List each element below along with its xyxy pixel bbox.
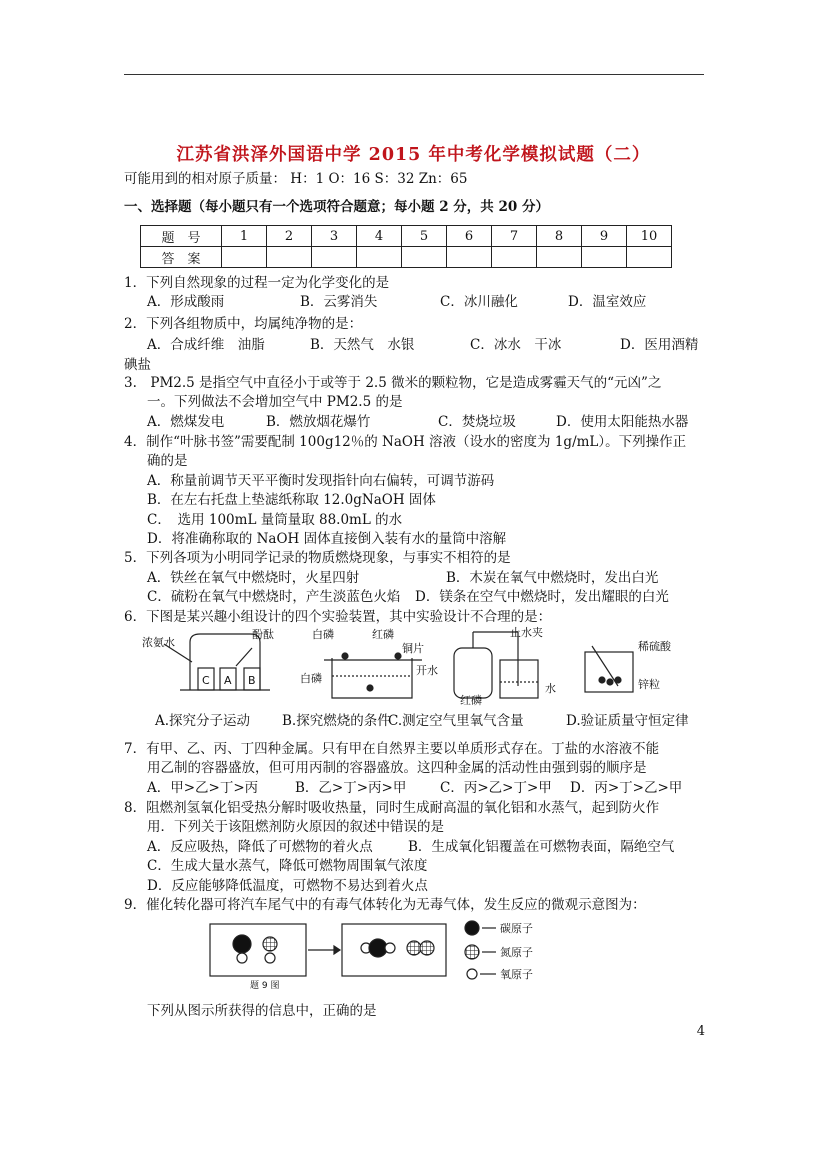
label-cb: A [224,674,232,687]
q7-option-c: C．丙>乙>丁>甲 [440,780,552,796]
label-ca: C [202,674,210,687]
answer-cell[interactable] [402,247,447,268]
oxygen-atom-icon [265,953,275,963]
q4-option-b: B．在左右托盘上垫滤纸称取 12.0gNaOH 固体 [147,492,436,508]
table-cell: 1 [222,226,267,247]
q4-stem-1: 4．制作“叶脉书签”需要配制 100g12％的 NaOH 溶液（设水的密度为 1g/mL）。下列操作正 [124,434,687,450]
q9-micro-diagram [206,918,566,990]
answer-cell[interactable] [267,247,312,268]
q8-option-a: A．反应吸热，降低了可燃物的着火点 [147,839,373,855]
q2-option-c: C．冰水 干冰 [470,337,562,353]
label-white-p1: 白磷 [312,628,334,641]
q4-option-d: D．将准确称取的 NaOH 固体直接倒入装有水的量筒中溶解 [147,531,507,547]
table-cell: 5 [402,226,447,247]
q2-option-a: A．合成纤维 油脂 [147,337,265,353]
nitrogen-atom-icon [263,937,277,951]
table-cell: 7 [492,226,537,247]
q2-option-b: B．天然气 水银 [310,337,415,353]
label-zinc: 锌粒 [638,678,660,691]
answer-cell[interactable] [492,247,537,268]
q5-option-b: B．木炭在氧气中燃烧时，发出白光 [446,570,659,586]
q7-option-d: D．丙>丁>乙>甲 [570,780,683,796]
label-hot-water: 开水 [416,664,438,677]
q7-stem-1: 7．有甲、乙、丙、丁四种金属。只有甲在自然界主要以单质形式存在。丁盐的水溶液不能 [124,741,660,757]
answer-cell[interactable] [222,247,267,268]
page-title: 江苏省洪泽外国语中学 2015 年中考化学模拟试题（二） [176,145,651,165]
q6-option-d: D.验证质量守恒定律 [566,713,689,729]
figure-caption: 题 9 图 [250,981,280,990]
q5-option-c: C．硫粉在氧气中燃烧时，产生淡蓝色火焰 [147,589,401,605]
q8-option-b: B．生成氧化铝覆盖在可燃物表面，隔绝空气 [408,839,675,855]
table-cell: 9 [582,226,627,247]
q6-option-b: B.探究燃烧的条件 [282,713,391,729]
label-red-p1: 红磷 [372,628,394,641]
answer-table [140,225,672,268]
q5-option-a: A．铁丝在氧气中燃烧时，火星四射 [147,570,360,586]
q1-option-a: A．形成酸雨 [147,294,225,310]
answer-cell[interactable] [537,247,582,268]
label-phenol: 酚酞 [252,628,274,641]
q1-stem: 1．下列自然现象的过程一定为化学变化的是 [124,275,390,291]
table-cell: 4 [357,226,402,247]
table-cell: 2 [267,226,312,247]
q3-option-d: D．使用太阳能热水器 [556,414,689,430]
answer-cell[interactable] [582,247,627,268]
table-row [141,247,672,268]
q7-stem-2: 用乙制的容器盛放，但可用丙制的容器盛放。这四种金属的活动性由强到弱的顺序是 [147,760,647,776]
q3-stem-1: 3. PM2.5 是指空气中直径小于或等于 2.5 微米的颗粒物，它是造成雾霾天气的“元凶”之 [124,375,662,391]
label-cc: B [248,674,256,687]
header-rule [124,74,704,75]
q3-stem-2: 一。下列做法不会增加空气中 PM2.5 的是 [147,394,403,410]
carbon-atom-icon [233,935,251,953]
q6-stem: 6．下图是某兴趣小组设计的四个实验装置，其中实验设计不合理的是： [124,609,552,625]
q5-option-d: D．镁条在空气中燃烧时，发出耀眼的白光 [415,589,669,605]
q6-option-a: A.探究分子运动 [155,713,251,729]
legend-carbon: 碳原子 [500,922,533,935]
label-white-p2: 白磷 [300,672,322,685]
q3-option-c: C．焚烧垃圾 [438,414,516,430]
oxygen-atom-icon [237,953,247,963]
table-head: 答 案 [141,247,222,268]
label-acid: 稀硫酸 [638,640,671,653]
legend-oxygen: 氧原子 [500,968,533,981]
q2-stem: 2．下列各组物质中，均属纯净物的是： [124,316,363,332]
table-cell: 8 [537,226,582,247]
q8-option-d: D．反应能够降低温度，可燃物不易达到着火点 [147,878,428,894]
q5-stem: 5．下列各项为小明同学记录的物质燃烧现象，与事实不相符的是 [124,550,511,566]
q1-option-c: C．冰川融化 [440,294,518,310]
q6-option-c: C.测定空气里氧气含量 [388,713,524,729]
q3-option-b: B．燃放烟花爆竹 [266,414,371,430]
section-heading: 一、选择题（每小题只有一个选项符合题意；每小题 2 分，共 20 分） [124,199,549,215]
q7-option-b: B．乙>丁>丙>甲 [295,780,407,796]
q2-option-d: D．医用酒精 [620,337,699,353]
q4-option-c: C． 选用 100mL 量筒量取 88.0mL 的水 [147,512,403,528]
table-cell: 3 [312,226,357,247]
table-head: 题 号 [141,226,222,247]
table-cell: 6 [447,226,492,247]
q6-apparatus-figure [140,626,720,706]
q1-option-d: D．温室效应 [568,294,647,310]
atomic-mass-line: 可能用到的相对原子质量： H：1 O：16 S：32 Zn：65 [124,171,468,187]
answer-cell[interactable] [312,247,357,268]
q8-option-c: C．生成大量水蒸气，降低可燃物周围氧气浓度 [147,858,428,874]
table-row [141,226,672,247]
q8-stem-1: 8．阻燃剂氢氧化铝受热分解时吸收热量，同时生成耐高温的氧化铝和水蒸气，起到防火作 [124,800,660,816]
label-red-p2: 红磷 [460,694,482,706]
answer-cell[interactable] [447,247,492,268]
label-ammonia: 浓氨水 [142,636,175,649]
q3-option-a: A．燃煤发电 [147,414,225,430]
q4-option-a: A．称量前调节天平平衡时发现指针向右偏转，可调节游码 [147,473,495,489]
label-copper: 铜片 [402,642,424,655]
label-clamp: 止水夹 [510,626,543,639]
q9-stem: 9．催化转化器可将汽车尾气中的有毒气体转化为无毒气体，发生反应的微观示意图为： [124,897,646,913]
answer-cell[interactable] [357,247,402,268]
q7-option-a: A．甲>乙>丁>丙 [147,780,259,796]
table-cell: 10 [627,226,672,247]
page-number: 4 [696,1024,705,1039]
q9-follow: 下列从图示所获得的信息中，正确的是 [147,1003,377,1019]
q2-continuation: 碘盐 [124,357,151,373]
label-water: 水 [545,682,556,695]
q4-stem-2: 确的是 [147,453,188,469]
answer-cell[interactable] [627,247,672,268]
legend-nitrogen: 氮原子 [500,946,533,959]
q8-stem-2: 用．下列关于该阻燃剂防火原因的叙述中错误的是 [147,819,444,835]
q1-option-b: B．云雾消失 [300,294,378,310]
